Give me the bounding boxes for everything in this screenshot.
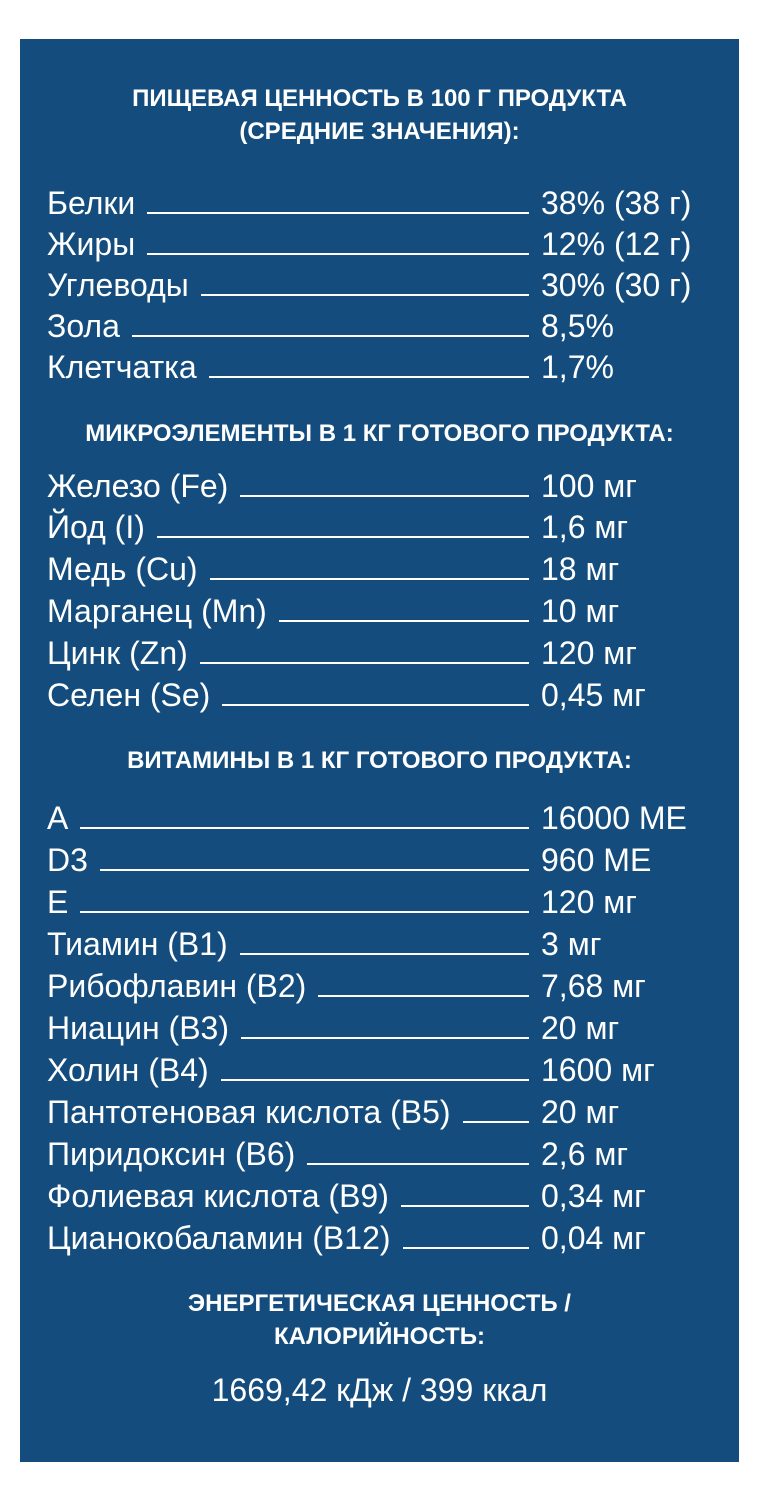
row-label: Пиридоксин (B6) (47, 1136, 296, 1172)
leader-line (403, 1247, 529, 1249)
nutrition-row-carbs (47, 264, 739, 306)
row-label: E (47, 884, 69, 920)
row-value: 1,6 мг (541, 509, 629, 545)
row-value: 7,68 мг (541, 968, 646, 1004)
row-label: D3 (47, 842, 88, 878)
row-value: 0,34 мг (541, 1178, 646, 1214)
energy-title: ЭНЕРГЕТИЧЕСКАЯ ЦЕННОСТЬ / КАЛОРИЙНОСТЬ: (188, 1290, 571, 1350)
vitamin-row-d3 (47, 839, 739, 881)
leader-line (147, 253, 529, 255)
nutrition-row-fiber (47, 346, 739, 388)
nutrition-row-protein (47, 182, 739, 224)
row-label: Железо (Fe) (47, 468, 229, 504)
vitamin-row-b4 (47, 1049, 739, 1091)
row-label: Рибофлавин (B2) (47, 968, 307, 1004)
leader-line (147, 212, 529, 214)
row-value: 100 мг (541, 468, 637, 504)
leader-line (80, 911, 529, 913)
row-label: Цианокобаламин (B12) (47, 1220, 391, 1256)
micro-row-iodine (47, 506, 739, 548)
leader-line (200, 662, 529, 664)
row-label: Фолиевая кислота (B9) (47, 1178, 389, 1214)
row-value: 10 мг (541, 593, 620, 629)
micro-row-copper (47, 548, 739, 590)
row-value: 120 мг (541, 635, 637, 671)
row-label: Ниацин (B3) (47, 1010, 229, 1046)
row-value: 120 мг (541, 884, 637, 920)
leader-line (210, 578, 529, 580)
leader-line (100, 869, 529, 871)
row-value: 2,6 мг (541, 1136, 629, 1172)
vitamin-row-a (47, 797, 739, 839)
leader-line (241, 1037, 529, 1039)
row-label: Зола (47, 308, 120, 344)
nutrition-row-ash (47, 305, 739, 347)
nutrition-row-fat (47, 223, 739, 265)
micro-row-selenium (47, 674, 739, 716)
micro-row-manganese (47, 590, 739, 632)
row-label: Тиамин (B1) (47, 926, 228, 962)
vitamin-row-b5 (47, 1091, 739, 1133)
row-value: 16000 МЕ (541, 800, 687, 836)
leader-line (307, 1163, 529, 1165)
leader-line (318, 995, 529, 997)
row-label: Холин (B4) (47, 1052, 209, 1088)
leader-line (222, 704, 529, 706)
vitamin-row-e (47, 881, 739, 923)
leader-line (221, 1079, 529, 1081)
nutrition-panel (20, 39, 739, 1462)
row-value: 38% (38 г) (541, 185, 692, 221)
row-label: Цинк (Zn) (47, 635, 188, 671)
row-value: 960 МЕ (541, 842, 652, 878)
leader-line (401, 1205, 529, 1207)
leader-line (279, 620, 529, 622)
row-value: 20 мг (541, 1094, 620, 1130)
row-label: Углеводы (47, 267, 189, 303)
micro-row-zinc (47, 632, 739, 674)
row-label: Белки (47, 185, 136, 221)
row-label: Йод (I) (47, 509, 145, 545)
row-value: 18 мг (541, 551, 620, 587)
vitamin-row-b3 (47, 1007, 739, 1049)
row-value: 3 мг (541, 926, 602, 962)
vitamins-title: ВИТАМИНЫ В 1 КГ ГОТОВОГО ПРОДУКТА: (127, 747, 632, 774)
row-label: Жиры (47, 226, 136, 262)
leader-line (157, 536, 529, 538)
row-label: Клетчатка (47, 349, 197, 385)
vitamin-row-b2 (47, 965, 739, 1007)
row-label: Медь (Cu) (47, 551, 198, 587)
vitamin-row-b6 (47, 1133, 739, 1175)
leader-line (240, 953, 529, 955)
row-value: 0,45 мг (541, 677, 646, 713)
micro-row-iron (47, 465, 739, 507)
row-label: A (47, 800, 69, 836)
leader-line (201, 294, 529, 296)
row-label: Марганец (Mn) (47, 593, 267, 629)
vitamin-row-b12 (47, 1217, 739, 1259)
row-value: 20 мг (541, 1010, 620, 1046)
row-value: 0,04 мг (541, 1220, 646, 1256)
nutrition-title: ПИЩЕВАЯ ЦЕННОСТЬ В 100 Г ПРОДУКТА (СРЕДНИЕ ЗНАЧЕНИЯ): (132, 85, 627, 145)
leader-line (463, 1121, 529, 1123)
microelements-title: МИКРОЭЛЕМЕНТЫ В 1 КГ ГОТОВОГО ПРОДУКТА: (85, 420, 674, 447)
leader-line (209, 376, 529, 378)
leader-line (240, 495, 529, 497)
vitamin-row-b1 (47, 923, 739, 965)
row-label: Пантотеновая кислота (B5) (47, 1094, 451, 1130)
row-value: 30% (30 г) (541, 267, 692, 303)
energy-value: 1669,42 кДж / 399 ккал (211, 1372, 548, 1408)
row-value: 1600 мг (541, 1052, 655, 1088)
row-value: 1,7% (541, 349, 614, 385)
row-label: Селен (Se) (47, 677, 211, 713)
leader-line (80, 827, 529, 829)
leader-line (132, 335, 529, 337)
row-value: 8,5% (541, 308, 614, 344)
vitamin-row-b9 (47, 1175, 739, 1217)
row-value: 12% (12 г) (541, 226, 692, 262)
